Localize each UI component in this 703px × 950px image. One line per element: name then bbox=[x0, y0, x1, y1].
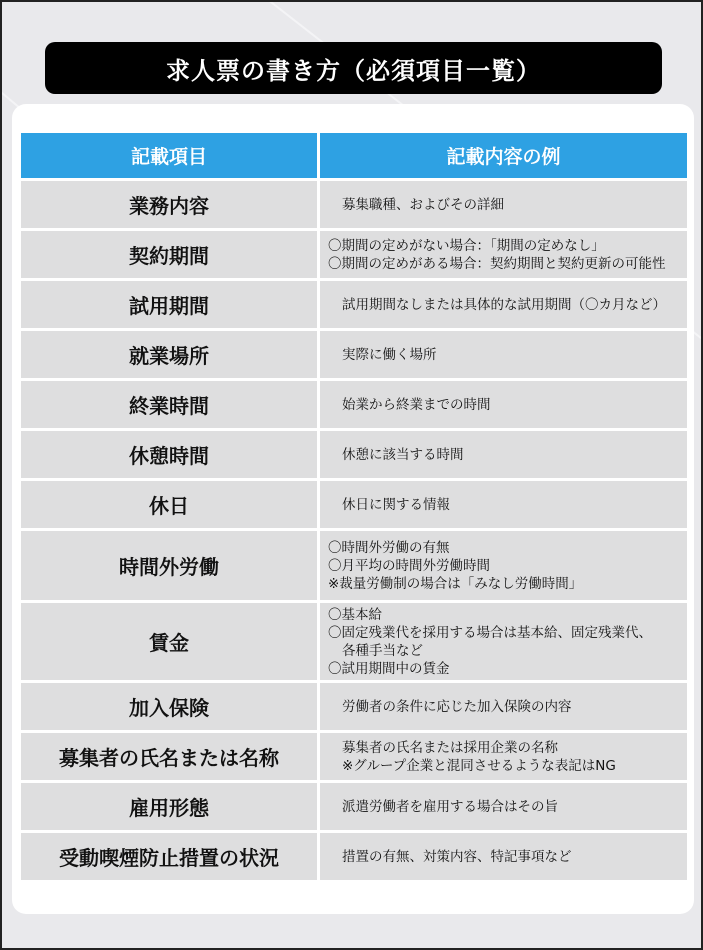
desc-line: 措置の有無、対策内容、特記事項など bbox=[342, 848, 572, 865]
row-description bbox=[319, 682, 689, 732]
desc-line: 〇固定残業代を採用する場合は基本給、固定残業代、 bbox=[328, 624, 652, 641]
row-item: 契約期間 bbox=[20, 230, 319, 280]
row-item: 休憩時間 bbox=[20, 430, 319, 480]
header-item: 記載項目 bbox=[20, 132, 319, 180]
row-item: 雇用形態 bbox=[20, 782, 319, 832]
desc-line: ※裁量労働制の場合は「みなし労働時間」 bbox=[328, 575, 583, 592]
table-row bbox=[20, 782, 689, 832]
row-description bbox=[319, 380, 689, 430]
row-description bbox=[319, 832, 689, 882]
desc-line: ※グループ企業と混同させるような表記はNG bbox=[342, 757, 616, 774]
table-row bbox=[20, 480, 689, 530]
row-item: 受動喫煙防止措置の状況 bbox=[20, 832, 319, 882]
desc-line: 各種手当など bbox=[342, 642, 423, 659]
table-row bbox=[20, 280, 689, 330]
row-item: 休日 bbox=[20, 480, 319, 530]
row-item: 業務内容 bbox=[20, 180, 319, 230]
table-row bbox=[20, 832, 689, 882]
header-description: 記載内容の例 bbox=[319, 132, 689, 180]
row-description bbox=[319, 280, 689, 330]
desc-line: 〇時間外労働の有無 bbox=[328, 539, 450, 556]
page-title: 求人票の書き方（必須項目一覧） bbox=[45, 42, 662, 94]
row-item: 加入保険 bbox=[20, 682, 319, 732]
table-row bbox=[20, 732, 689, 782]
desc-line: 休憩に該当する時間 bbox=[342, 446, 464, 463]
table-row bbox=[20, 330, 689, 380]
row-description bbox=[319, 180, 689, 230]
requirements-table bbox=[18, 130, 690, 883]
row-description bbox=[319, 602, 689, 682]
desc-line: 募集者の氏名または採用企業の名称 bbox=[342, 739, 558, 756]
row-description bbox=[319, 782, 689, 832]
row-item: 就業場所 bbox=[20, 330, 319, 380]
desc-line: 〇期間の定めがない場合：「期間の定めなし」 bbox=[328, 237, 605, 254]
row-description bbox=[319, 530, 689, 602]
desc-line: 休日に関する情報 bbox=[342, 496, 450, 513]
desc-line: 実際に働く場所 bbox=[342, 346, 437, 363]
row-item: 賃金 bbox=[20, 602, 319, 682]
table-row bbox=[20, 602, 689, 682]
row-description bbox=[319, 230, 689, 280]
row-item: 募集者の氏名または名称 bbox=[20, 732, 319, 782]
desc-line: 始業から終業までの時間 bbox=[342, 396, 491, 413]
table-row bbox=[20, 180, 689, 230]
table-row bbox=[20, 530, 689, 602]
desc-line: 〇基本給 bbox=[328, 606, 382, 623]
table-row bbox=[20, 230, 689, 280]
row-item: 試用期間 bbox=[20, 280, 319, 330]
desc-line: 募集職種、およびその詳細 bbox=[342, 196, 504, 213]
table-row bbox=[20, 430, 689, 480]
table-row bbox=[20, 682, 689, 732]
desc-line: 労働者の条件に応じた加入保険の内容 bbox=[342, 698, 572, 715]
row-item: 時間外労働 bbox=[20, 530, 319, 602]
row-item: 終業時間 bbox=[20, 380, 319, 430]
row-description bbox=[319, 330, 689, 380]
row-description bbox=[319, 480, 689, 530]
desc-line: 〇月平均の時間外労働時間 bbox=[328, 557, 490, 574]
desc-line: 〇試用期間中の賃金 bbox=[328, 660, 450, 677]
desc-line: 〇期間の定めがある場合：契約期間と契約更新の可能性 bbox=[328, 255, 666, 272]
row-description bbox=[319, 732, 689, 782]
desc-line: 派遣労働者を雇用する場合はその旨 bbox=[342, 798, 558, 815]
row-description bbox=[319, 430, 689, 480]
table-header-row bbox=[20, 132, 689, 180]
table-row bbox=[20, 380, 689, 430]
desc-line: 試用期間なしまたは具体的な試用期間（〇カ月など） bbox=[342, 296, 666, 313]
